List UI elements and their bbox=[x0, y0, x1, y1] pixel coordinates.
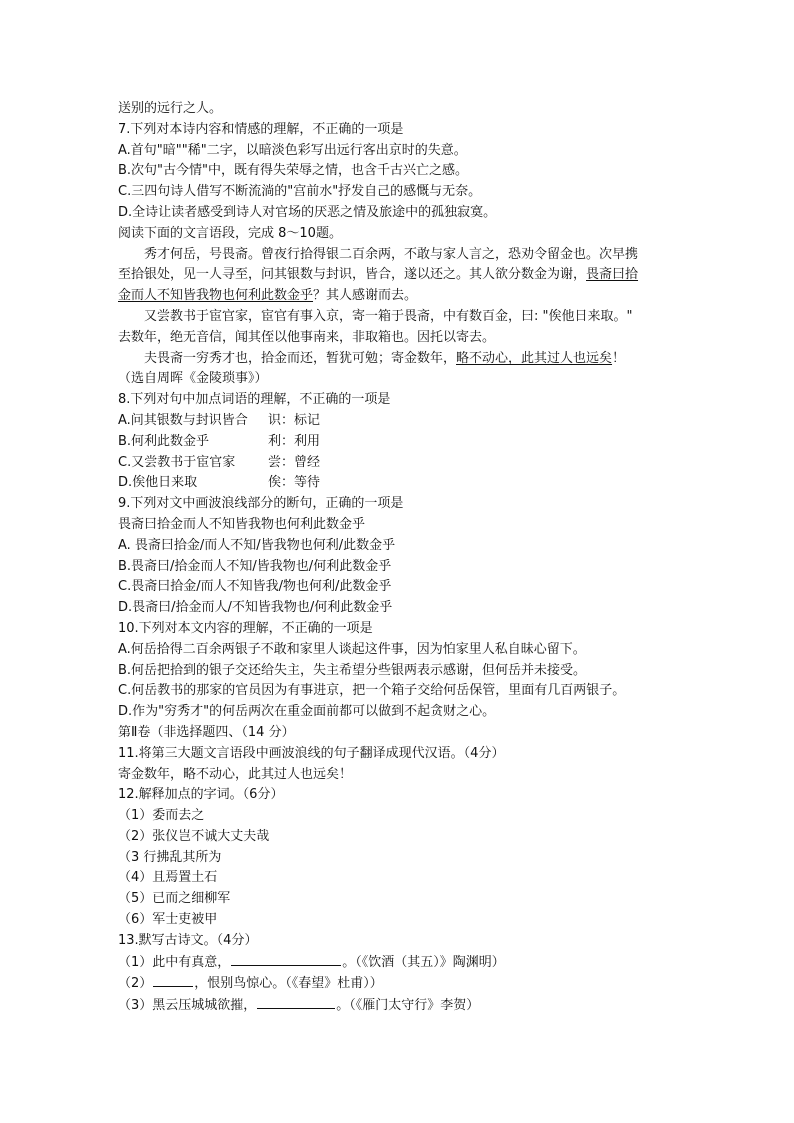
question-8-stem: 8.下列对句中加点词语的理解，不正确的一项是 bbox=[118, 392, 391, 408]
question-13-item-2 bbox=[118, 973, 688, 995]
passage-paragraph-2-line-2: 去数年，绝无音信，闻其侄以他事南来，非取箱也。因托以寄去。 bbox=[118, 329, 496, 345]
text-line: 送别的远行之人。 bbox=[118, 101, 223, 116]
question-7-option-c: C.三四句诗人借写不断流淌的"宫前水"抒发自己的感慨与无奈。 bbox=[118, 184, 482, 200]
question-12-item: （6）军士吏被甲 bbox=[118, 912, 218, 928]
question-11-stem: 11.将第三大题文言语段中画波浪线的句子翻译成现代汉语。（4分） bbox=[118, 745, 505, 761]
question-9-option-c: C.畏斋曰拾金/而人不知皆我/物也何利/此数金乎 bbox=[118, 579, 392, 595]
wavy-underlined-text: 金而人不知皆我物也何利此数金乎 bbox=[118, 288, 314, 304]
passage-text: ！ bbox=[612, 350, 626, 366]
question-7-stem: 7.下列对本诗内容和情感的理解，不正确的一项是 bbox=[118, 121, 404, 137]
passage-paragraph-1-line-1: 秀才何岳，号畏斋。曾夜行拾得银二百余两，不敢与家人言之，恐劝令留金也。次早携 bbox=[144, 246, 639, 262]
option-text: B.何利此数金乎 bbox=[118, 433, 210, 449]
question-8-option-d bbox=[118, 473, 688, 494]
option-text: D.俟他日来取 bbox=[118, 475, 198, 491]
question-13-item-3 bbox=[118, 995, 688, 1017]
question-9-option-d: D.畏斋曰/拾金而人/不知皆我物也/何利此数金乎 bbox=[118, 600, 393, 616]
question-8-option-b bbox=[118, 432, 688, 453]
question-8-option-a bbox=[118, 411, 688, 432]
question-13-stem: 13.默写古诗文。（4分） bbox=[118, 932, 258, 948]
answer-blank[interactable] bbox=[153, 973, 193, 987]
part-2-heading: 第Ⅱ卷（非选择题四、（14 分） bbox=[118, 724, 295, 740]
question-9-stem: 9.下列对文中画波浪线部分的断句，正确的一项是 bbox=[118, 496, 404, 512]
item-prefix: （3）黑云压城城欲摧， bbox=[118, 998, 257, 1014]
item-suffix: 。（《雁门太守行》李贺） bbox=[336, 998, 480, 1014]
question-11-sentence: 寄金数年，略不动心，此其过人也远矣！ bbox=[118, 766, 353, 782]
item-suffix: 。（《饮酒（其五）》陶渊明） bbox=[342, 954, 505, 970]
option-gloss: 俟：等待 bbox=[268, 475, 321, 491]
answer-blank[interactable] bbox=[257, 995, 335, 1009]
option-gloss: 利：利用 bbox=[268, 433, 321, 449]
question-9-option-b: B.畏斋曰/拾金而人不知/皆我物也/何利此数金乎 bbox=[118, 558, 392, 574]
question-13-item-1 bbox=[118, 952, 688, 974]
item-suffix: ，恨别鸟惊心。（《春望》杜甫）） bbox=[194, 976, 383, 992]
question-12-item: （4）且焉置土石 bbox=[118, 870, 218, 886]
answer-blank[interactable] bbox=[231, 952, 341, 966]
passage-paragraph-1-line-2 bbox=[118, 265, 688, 286]
passage-text: 至拾银处，见一人寻至，问其银数与封识，皆合，遂以还之。其人欲分数金为谢， bbox=[118, 267, 587, 283]
option-gloss: 识：标记 bbox=[268, 412, 321, 428]
question-10-option-d: D.作为"穷秀才"的何岳两次在重金面前都可以做到不起贪财之心。 bbox=[118, 704, 496, 720]
question-10-option-a: A.何岳拾得二百余两银子不敢和家里人谈起这件事，因为怕家里人私自昧心留下。 bbox=[118, 641, 586, 657]
wavy-underlined-text: 畏斋曰拾 bbox=[586, 267, 639, 283]
question-9-option-a: A. 畏斋曰拾金/而人不知/皆我物也何利/此数金乎 bbox=[118, 537, 396, 553]
question-12-item: （2）张仪岂不诚大丈夫哉 bbox=[118, 828, 270, 844]
passage-paragraph-1-line-3 bbox=[118, 286, 688, 307]
question-10-option-c: C.何岳教书的那家的官员因为有事进京，把一个箱子交给何岳保管，里面有几百两银子。 bbox=[118, 683, 626, 699]
item-prefix: （1）此中有真意， bbox=[118, 954, 231, 970]
passage-source: （选自周晖《金陵琐事》） bbox=[118, 371, 268, 387]
reading-instruction: 阅读下面的文言语段，完成 8～10题。 bbox=[118, 225, 342, 241]
option-gloss: 尝：曾经 bbox=[268, 454, 321, 470]
question-7-option-a: A.首句"暗""稀"二字，以暗淡色彩写出远行客出京时的失意。 bbox=[118, 142, 467, 158]
exam-content bbox=[118, 99, 688, 1017]
question-10-option-b: B.何岳把拾到的银子交还给失主，失主希望分些银两表示感谢，但何岳并未接受。 bbox=[118, 662, 587, 678]
item-prefix: （2） bbox=[118, 976, 153, 992]
question-7-option-d: D.全诗让读者感受到诗人对官场的厌恶之情及旅途中的孤独寂寞。 bbox=[118, 204, 497, 220]
option-text: C.又尝教书于宦官家 bbox=[118, 454, 236, 470]
question-12-item: （3 行拂乱其所为 bbox=[118, 849, 222, 865]
question-9-sentence: 畏斋曰拾金而人不知皆我物也何利此数金乎 bbox=[118, 516, 366, 532]
wavy-underlined-text: 略不动心，此其过人也远矣 bbox=[456, 350, 613, 366]
question-12-item: （5）已而之细柳军 bbox=[118, 891, 231, 907]
passage-paragraph-2-line-1: 又尝教书于宦官家，宦官有事入京，寄一箱于畏斋，中有数百金，曰: "俟他日来取。" bbox=[144, 308, 633, 324]
question-8-option-c bbox=[118, 453, 688, 474]
passage-text: 夫畏斋一穷秀才也，拾金而还，暂犹可勉；寄金数年， bbox=[144, 350, 457, 366]
passage-text: ？其人感谢而去。 bbox=[313, 288, 418, 304]
passage-paragraph-3 bbox=[118, 349, 688, 370]
question-10-stem: 10.下列对本文内容的理解，不正确的一项是 bbox=[118, 620, 373, 636]
option-text: A.问其银数与封识皆合 bbox=[118, 412, 248, 428]
question-12-item: （1）委而去之 bbox=[118, 808, 205, 824]
question-7-option-b: B.次句"古今情"中，既有得失荣辱之情，也含千古兴亡之感。 bbox=[118, 163, 469, 179]
question-12-stem: 12.解释加点的字词。（6分） bbox=[118, 787, 284, 803]
